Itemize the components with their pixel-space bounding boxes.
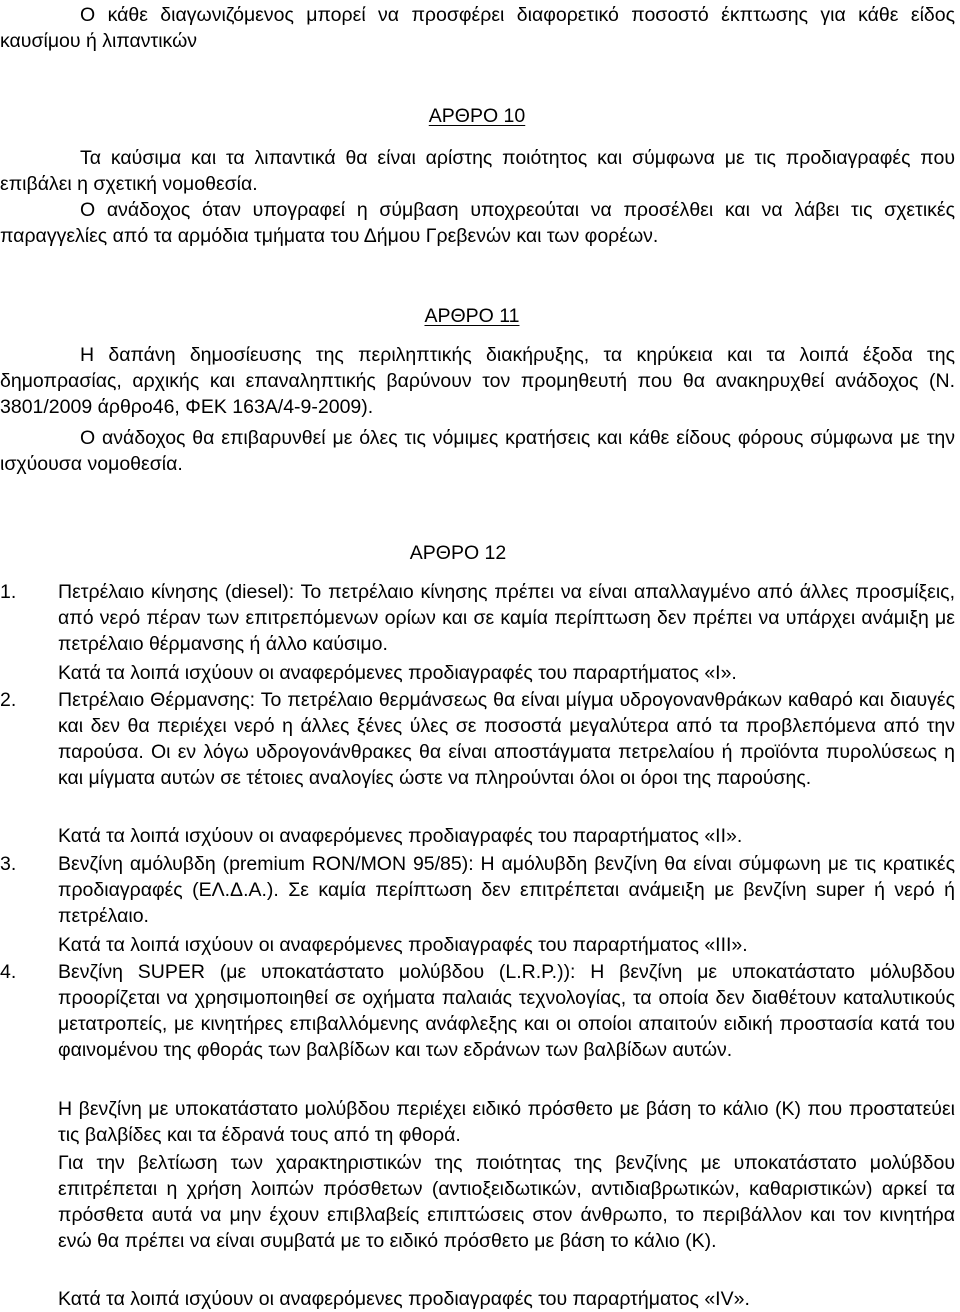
article-10-title: ΑΡΘΡΟ 10 <box>428 105 526 127</box>
intro-paragraph: Ο κάθε διαγωνιζόμενος μπορεί να προσφέρει διαφορετικό ποσοστό έκπτωσης για κάθε είδος καυσίμου ή λιπαντικών <box>0 4 955 52</box>
item-2-annex: Κατά τα λοιπά ισχύουν οι αναφερόμενες προδιαγραφές του παραρτήματος «ΙΙ». <box>58 825 743 847</box>
item-4-text: Βενζίνη SUPER (με υποκατάστατο μολύβδου (L.R.P.)): Η βενζίνη με υποκατάστατο μόλυβδου προορίζεται να χρησιμοποιηθεί σε οχήματα παλαιάς τεχνολογίας, τα οποία δεν διαθέτουν καταλυτικούς μετατροπείς, με κινητήρες επιβαλλόμενης ανάφλεξης και οι οποίοι απαιτούν ειδική προστασία κατά του φαινομένου της φθοράς των βαλβίδων και των εδράνων των βαλβίδων αυτών. <box>58 961 955 1061</box>
article-11-paragraph-2: Ο ανάδοχος θα επιβαρυνθεί με όλες τις νόμιμες κρατήσεις και κάθε είδους φόρους σύμφωνα με την ισχύουσα νομοθεσία. <box>0 427 955 475</box>
item-3-text: Βενζίνη αμόλυβδη (premium RON/MON 95/85): Η αμόλυβδη βενζίνη θα είναι σύμφωνη με τις κρατικές προδιαγραφές (ΕΛ.Δ.Α.). Σε καμία περίπτωση δεν επιτρέπεται ανάμειξη με βενζίνη super ή νερό ή πετρέλαιο. <box>58 853 955 927</box>
article-11-paragraph-1: Η δαπάνη δημοσίευσης της περιληπτικής διακήρυξης, τα κηρύκεια και τα λοιπά έξοδα της δημοπρασίας, αρχικής και επαναληπτικής βαρύνουν τον προμηθευτή που θα ανακηρυχθεί ανάδοχος (Ν. 3801/2009 άρθρο46, ΦΕΚ 163Α/4-9-2009). <box>0 344 955 418</box>
article-12-title: ΑΡΘΡΟ 12 <box>409 542 507 564</box>
item-4-text-3: Για την βελτίωση των χαρακτηριστικών της ποιότητας της βενζίνης με υποκατάστατο μολύβδου επιτρέπεται η χρήση λοιπών πρόσθετων (αντιοξειδωτικών, αντιδιαβρωτικών, καθαριστικών) αρκεί τα πρόσθετα αυτά να μην έχουν επιβλαβείς επιπτώσεις στον άνθρωπο, το περιβάλλον και τον κινητήρα ενώ θα πρέπει να είναι συμβατά με το ειδικό πρόσθετο με βάση το κάλιο (Κ). <box>58 1152 955 1252</box>
article-10-paragraph-2: Ο ανάδοχος όταν υπογραφεί η σύμβαση υποχρεούται να προσέλθει και να λάβει τις σχετικές παραγγελίες από τα αρμόδια τμήματα του Δήμου Γρεβενών και των φορέων. <box>0 199 955 247</box>
item-3-number: 3. <box>0 853 17 875</box>
item-1-annex: Κατά τα λοιπά ισχύουν οι αναφερόμενες προδιαγραφές του παραρτήματος «Ι». <box>58 662 737 684</box>
item-1-text: Πετρέλαιο κίνησης (diesel): Το πετρέλαιο κίνησης πρέπει να είναι απαλλαγμένο από άλλες προσμίξεις, από νερό πέραν των επιτρεπόμενων ορίων και σε καμία περίπτωση δεν πρέπει να υπάρχει ανάμιξη με πετρέλαιο θέρμανσης ή άλλο καύσιμο. <box>58 581 955 655</box>
item-1-number: 1. <box>0 581 17 603</box>
item-3-annex: Κατά τα λοιπά ισχύουν οι αναφερόμενες προδιαγραφές του παραρτήματος «ΙΙΙ». <box>58 934 748 956</box>
item-4-annex: Κατά τα λοιπά ισχύουν οι αναφερόμενες προδιαγραφές του παραρτήματος «ΙV». <box>58 1288 750 1310</box>
item-2-number: 2. <box>0 689 17 711</box>
item-4-text-2: Η βενζίνη με υποκατάστατο μολύβδου περιέχει ειδικό πρόσθετο με βάση το κάλιο (Κ) που προστατεύει τις βαλβίδες και τα έδρανά τους από τη φθορά. <box>58 1098 955 1146</box>
item-4-number: 4. <box>0 961 17 983</box>
article-10-paragraph-1: Τα καύσιμα και τα λιπαντικά θα είναι αρίστης ποιότητος και σύμφωνα με τις προδιαγραφές που επιβάλει η σχετική νομοθεσία. <box>0 147 955 195</box>
article-11-title: ΑΡΘΡΟ 11 <box>424 305 520 327</box>
item-2-text: Πετρέλαιο Θέρμανσης: Το πετρέλαιο θερμάνσεως θα είναι μίγμα υδρογονανθράκων καθαρό και διαυγές και δεν θα περιέχει νερό η άλλες ξένες ύλες σε ποσοστά μεγαλύτερα από τα προβλεπόμενα από την παρούσα. Οι εν λόγω υδρογονάνθρακες θα είναι αποστάγματα πετρελαίου ή προϊόντα πυρολύσεως η και μίγματα αυτών σε τέτοιες αναλογίες ώστε να πληρούνται όλοι οι όροι της παρούσης. <box>58 689 955 789</box>
